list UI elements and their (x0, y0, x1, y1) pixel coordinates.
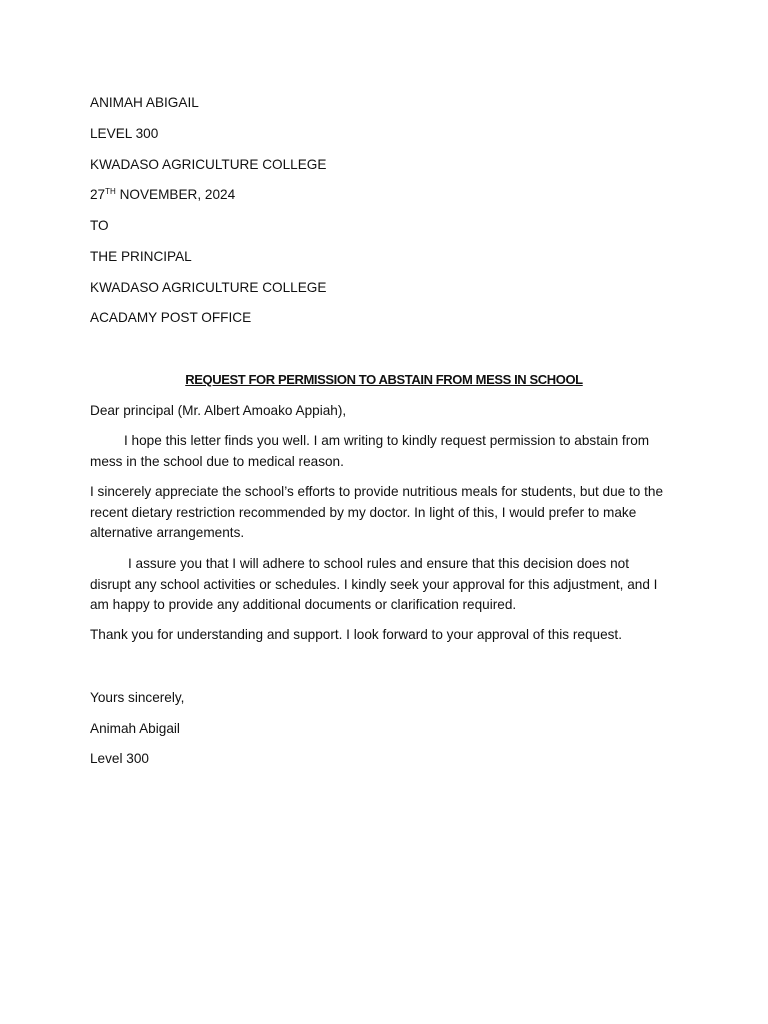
date-day: 27 (90, 187, 106, 202)
recipient-to: TO (90, 218, 109, 233)
body-paragraph-1: I hope this letter finds you well. I am writing to kindly request permission to abstain from mess in the school due to medical reason. (90, 433, 650, 469)
closing-valediction: Yours sincerely, (90, 690, 185, 705)
recipient-address: ACADAMY POST OFFICE (90, 310, 252, 325)
body-paragraph-3: I assure you that I will adhere to school rules and ensure that this decision does not disrupt any school activities or schedules. I kindly seek your approval for this adjustment, and I am happy to provide any additional documents or clarification required. (90, 556, 658, 612)
sender-level: LEVEL 300 (90, 126, 159, 141)
letter-date (90, 186, 235, 204)
date-month-year: NOVEMBER, 2024 (115, 187, 236, 202)
salutation: Dear principal (Mr. Albert Amoako Appiah), (90, 403, 347, 418)
closing-name: Animah Abigail (90, 721, 180, 736)
date-suffix: TH (105, 187, 116, 196)
body-paragraph-2: I sincerely appreciate the school’s efforts to provide nutritious meals for students, but due to the recent dietary restriction recommended by my doctor. In light of this, I would prefer to make alternative arrangements. (90, 484, 664, 540)
closing-level: Level 300 (90, 751, 149, 766)
letter-subject: REQUEST FOR PERMISSION TO ABSTAIN FROM MESS IN SCHOOL (185, 372, 583, 387)
sender-name: ANIMAH ABIGAIL (90, 95, 199, 110)
recipient-title: THE PRINCIPAL (90, 249, 192, 264)
recipient-school: KWADASO AGRICULTURE COLLEGE (90, 280, 327, 295)
sender-school: KWADASO AGRICULTURE COLLEGE (90, 157, 327, 172)
body-paragraph-4: Thank you for understanding and support. I look forward to your approval of this request. (90, 627, 622, 642)
